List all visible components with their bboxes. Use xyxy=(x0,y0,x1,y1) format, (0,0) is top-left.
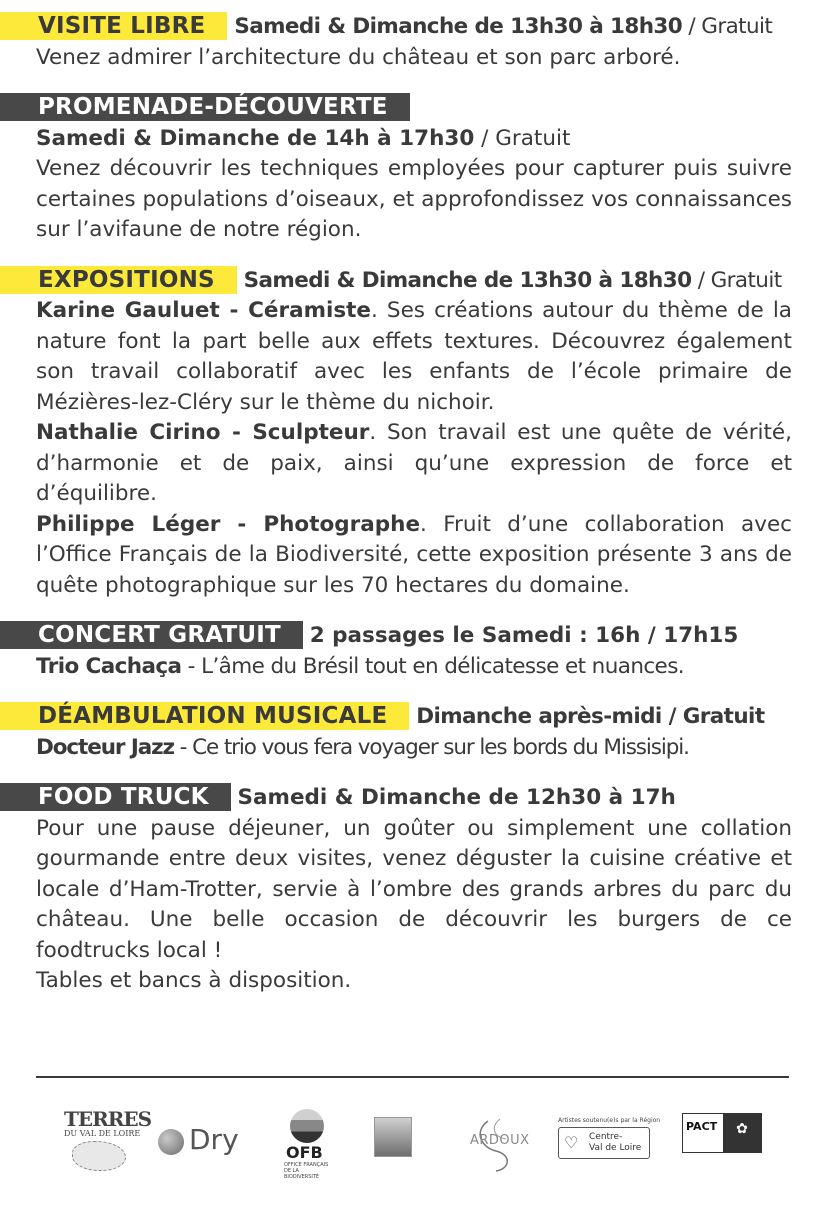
region-label: Centre- Val de Loire xyxy=(589,1132,642,1153)
heart-icon: ♡ xyxy=(564,1133,579,1152)
artist-entry xyxy=(36,510,792,602)
food-description: Pour une pause déjeuner, un goûter ou simplement une collation gourmande entre deux visites, venez déguster la cuisine créative et locale d’Ham-Trotter, servie à l’ombre des grands arbres du parc du château. Une belle occasion de découvrir les burgers de ce foodtrucks local ! xyxy=(36,815,792,963)
artist-text: . Ses créations autour du thème de la nature font la part belle aux effets textures. Découvrez également son travail collaboratif avec les enfants de l’école primaire de Mézières-lez-Cléry sur le thème du nichoir. xyxy=(36,298,792,415)
ofb-logo-subtitle: OFFICE FRANÇAIS DE LA BIODIVERSITÉ xyxy=(284,1162,329,1180)
section-food-truck xyxy=(36,783,792,997)
section-deambulation xyxy=(36,702,792,763)
visite-schedule: Samedi & Dimanche de 13h30 à 18h30 xyxy=(234,14,683,39)
centre-val-de-loire-logo xyxy=(558,1117,661,1163)
region-support-text: Artistes soutenu(e)s par la Région xyxy=(558,1117,661,1124)
program-page xyxy=(36,12,792,1017)
terres-logo-subtitle: DU VAL DE LOIRE xyxy=(64,1129,141,1138)
tag-expositions: EXPOSITIONS xyxy=(0,266,237,294)
tree-photo-icon xyxy=(374,1117,412,1157)
hands-icon: ✿ xyxy=(723,1114,761,1152)
concert-artist: Trio Cachaça xyxy=(36,653,182,679)
ardoux-logo-text: ARDOUX xyxy=(470,1133,530,1148)
artist-entry xyxy=(36,418,792,510)
tag-promenade: PROMENADE-DÉCOUVERTE xyxy=(0,93,410,121)
expositions-schedule: Samedi & Dimanche de 13h30 à 18h30 xyxy=(243,267,692,293)
pact-logo xyxy=(682,1113,764,1167)
artist-name: Philippe Léger - Photographe xyxy=(36,511,421,537)
dry-logo xyxy=(158,1123,248,1157)
concert-description: - L’âme du Brésil tout en délicatesse et nuances. xyxy=(181,653,685,679)
deambulation-description: - Ce trio vous fera voyager sur les bords du Missisipi. xyxy=(173,734,689,760)
tag-deambulation: DÉAMBULATION MUSICALE xyxy=(0,702,409,730)
ofb-circle-icon xyxy=(290,1109,324,1143)
expositions-price: / Gratuit xyxy=(691,267,782,293)
association-logo xyxy=(372,1111,412,1173)
terres-du-val-de-loire-logo xyxy=(62,1105,152,1171)
visite-description: Venez admirer l’architecture du château et son parc arboré. xyxy=(36,44,681,70)
promenade-schedule: Samedi & Dimanche de 14h à 17h30 xyxy=(36,125,475,151)
partner-logos xyxy=(62,1105,772,1180)
artist-entry xyxy=(36,296,792,418)
pact-box xyxy=(682,1113,762,1153)
ofb-logo-text: OFB xyxy=(286,1143,323,1162)
artist-name: Nathalie Cirino - Sculpteur xyxy=(36,420,370,445)
pact-logo-text: PACT xyxy=(686,1120,718,1133)
region-box xyxy=(558,1127,650,1159)
concert-schedule: 2 passages le Samedi : 16h / 17h15 xyxy=(309,623,739,648)
section-expositions xyxy=(36,266,792,602)
tag-visite-libre: VISITE LIBRE xyxy=(0,12,227,40)
section-concert xyxy=(36,621,792,682)
artist-name: Karine Gauluet - Céramiste xyxy=(36,298,372,323)
deambulation-schedule: Dimanche après-midi / Gratuit xyxy=(416,704,765,729)
ofb-logo xyxy=(280,1109,336,1180)
section-visite-libre xyxy=(36,12,792,73)
visite-price: / Gratuit xyxy=(682,14,773,39)
artist-text: . Fruit d’une collaboration avec l’Office Français de la Biodiversité, cette exposition présente 3 ans de quête photographique sur les 70 hectares du domaine. xyxy=(36,511,792,598)
tag-food-truck: FOOD TRUCK xyxy=(0,783,231,811)
ardoux-logo xyxy=(466,1117,536,1177)
food-schedule: Samedi & Dimanche de 12h30 à 17h xyxy=(237,785,676,810)
footer-divider xyxy=(36,1076,789,1078)
food-note: Tables et bancs à disposition. xyxy=(36,968,352,993)
promenade-price: / Gratuit xyxy=(474,125,571,151)
terres-logo-title: TERRES xyxy=(64,1107,152,1131)
artist-text: . Son travail est une quête de vérité, d’harmonie et de paix, ainsi qu’une expression de force et d’équilibre. xyxy=(36,420,792,506)
deambulation-artist: Docteur Jazz xyxy=(36,734,174,760)
map-icon xyxy=(72,1141,126,1171)
dry-logo-text: Dry xyxy=(189,1123,239,1156)
promenade-description: Venez découvrir les techniques employées pour capturer puis suivre certaines populations d’oiseaux, et approfondissez vos connaissances sur l’avifaune de notre région. xyxy=(36,156,792,242)
globe-icon xyxy=(158,1129,184,1155)
section-promenade xyxy=(36,93,792,246)
tag-concert: CONCERT GRATUIT xyxy=(0,621,303,649)
